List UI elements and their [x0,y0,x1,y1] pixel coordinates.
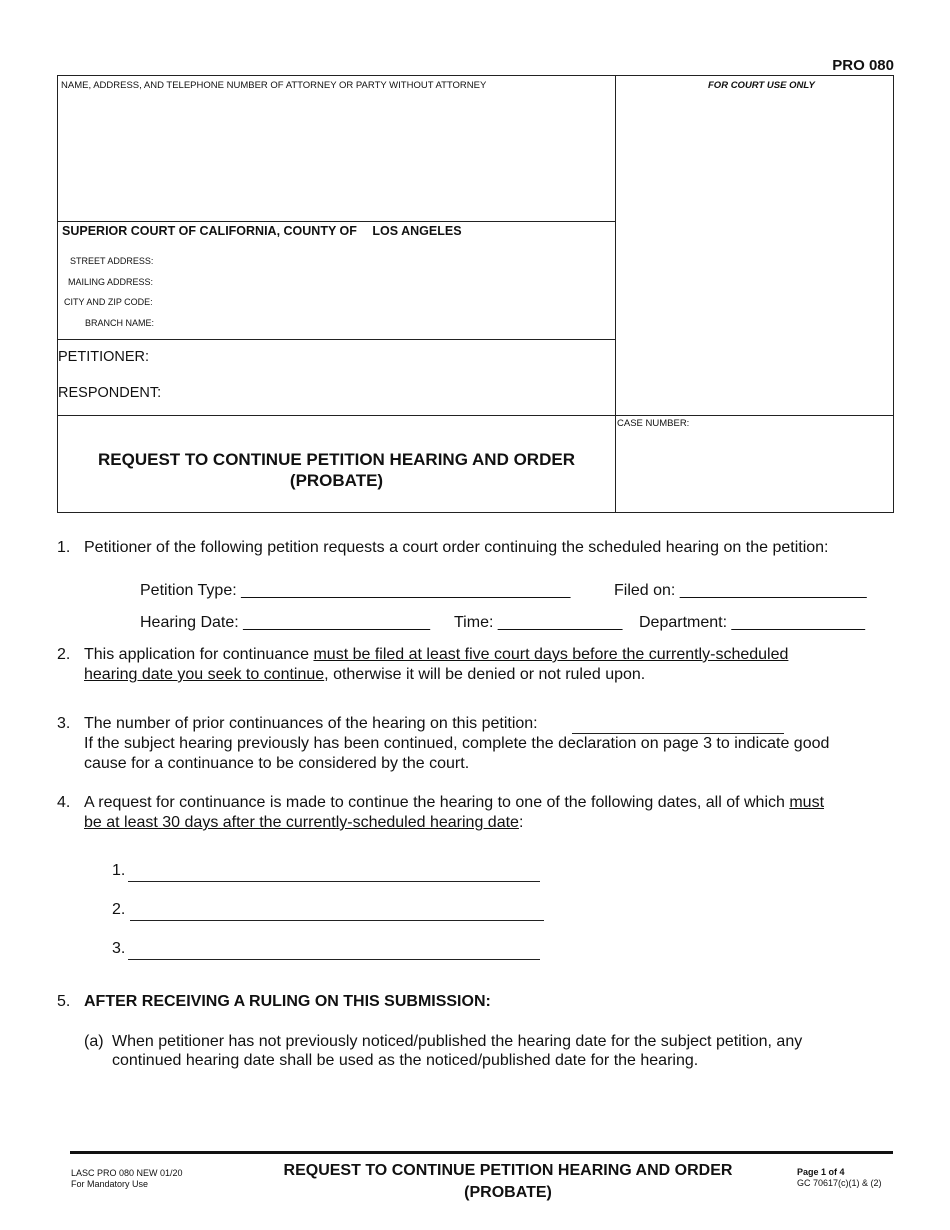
footer-code: GC 70617(c)(1) & (2) [797,1178,882,1188]
footer-page: Page 1 of 4 [797,1167,845,1177]
date-option-3-number: 3. [112,940,126,957]
item-4-underlined-1: must [789,794,825,811]
petitioner-label: PETITIONER: [58,349,150,365]
item-5-number: 5. [57,993,71,1010]
footer-title-line1: REQUEST TO CONTINUE PETITION HEARING AND ORDER [283,1162,733,1179]
item-5a-line1: When petitioner has not previously noticed/published the hearing date for the subject petition, any [112,1033,803,1050]
court-section-divider [58,339,615,340]
form-title-line1: REQUEST TO CONTINUE PETITION HEARING AND ORDER [98,450,575,469]
item-4-text-a: A request for continuance is made to continue the hearing to one of the following dates, all of which [84,794,790,811]
item-5a-line2: continued hearing date shall be used as the noticed/published date for the hearing. [112,1052,699,1069]
item-1-text: Petitioner of the following petition requests a court order continuing the scheduled hearing on the petition: [84,539,829,556]
item-2-text [84,645,884,685]
footer-title [258,1160,758,1204]
street-address-label: STREET ADDRESS: [70,256,154,266]
footer-rule [70,1151,893,1154]
item-5a-label: (a) [84,1033,104,1050]
branch-name-label: BRANCH NAME: [85,318,155,328]
footer-usage: For Mandatory Use [71,1179,149,1189]
item-3-number: 3. [57,715,71,732]
caption-box [57,75,894,513]
court-prefix: SUPERIOR COURT OF CALIFORNIA, COUNTY OF [62,224,357,238]
mailing-address-label: MAILING ADDRESS: [68,277,154,287]
court-name [62,224,462,238]
item-2-text-a: This application for continuance [84,646,314,663]
date-option-1-number: 1. [112,862,126,879]
respondent-label: RESPONDENT: [58,385,162,401]
county-name: LOS ANGELES [372,224,462,238]
department-field[interactable]: Department: _______________ [639,614,865,631]
footer-form-id: LASC PRO 080 NEW 01/20 [71,1168,183,1178]
date-option-1-field[interactable] [128,881,540,882]
petition-type-field[interactable]: Petition Type: _____________________________________ [140,582,571,599]
form-title [58,449,615,491]
city-zip-label: CITY AND ZIP CODE: [64,297,153,307]
item-4-text [84,793,884,833]
item-3-line3: cause for a continuance to be considered by the court. [84,755,470,772]
date-option-2-field[interactable] [130,920,544,921]
filed-on-field[interactable]: Filed on: _____________________ [614,582,867,599]
item-2-underlined-1: must be filed at least five court days before the currently-scheduled [313,646,789,663]
parties-section-divider [58,415,893,416]
attorney-label: NAME, ADDRESS, AND TELEPHONE NUMBER OF ATTORNEY OR PARTY WITHOUT ATTORNEY [61,80,487,91]
item-3-line2: If the subject hearing previously has been continued, complete the declaration on page 3 to indicate good [84,735,830,752]
item-4-text-b: : [518,814,524,831]
date-option-2-number: 2. [112,901,126,918]
attorney-area[interactable] [60,94,612,218]
hearing-date-field[interactable]: Hearing Date: _____________________ [140,614,431,631]
item-2-underlined-2: hearing date you seek to continue [84,666,325,683]
item-4-number: 4. [57,794,71,811]
case-number-field[interactable] [620,432,890,510]
item-4-underlined-2: be at least 30 days after the currently-scheduled hearing date [84,814,519,831]
item-1-number: 1. [57,539,71,556]
time-field[interactable]: Time: ______________ [454,614,623,631]
form-code: PRO 080 [832,57,894,74]
item-5-heading: AFTER RECEIVING A RULING ON THIS SUBMISSION: [84,993,491,1010]
form-title-line2: (PROBATE) [289,471,384,490]
attorney-section-divider [58,221,615,222]
footer-title-line2: (PROBATE) [464,1184,552,1201]
item-3-line1: The number of prior continuances of the hearing on this petition: [84,715,538,732]
item-2-text-b: , otherwise it will be denied or not ruled upon. [324,666,646,683]
item-2-number: 2. [57,646,71,663]
date-option-3-field[interactable] [128,959,540,960]
case-number-label: CASE NUMBER: [617,418,690,429]
caption-divider [615,76,616,512]
court-use-label: FOR COURT USE ONLY [708,80,815,91]
